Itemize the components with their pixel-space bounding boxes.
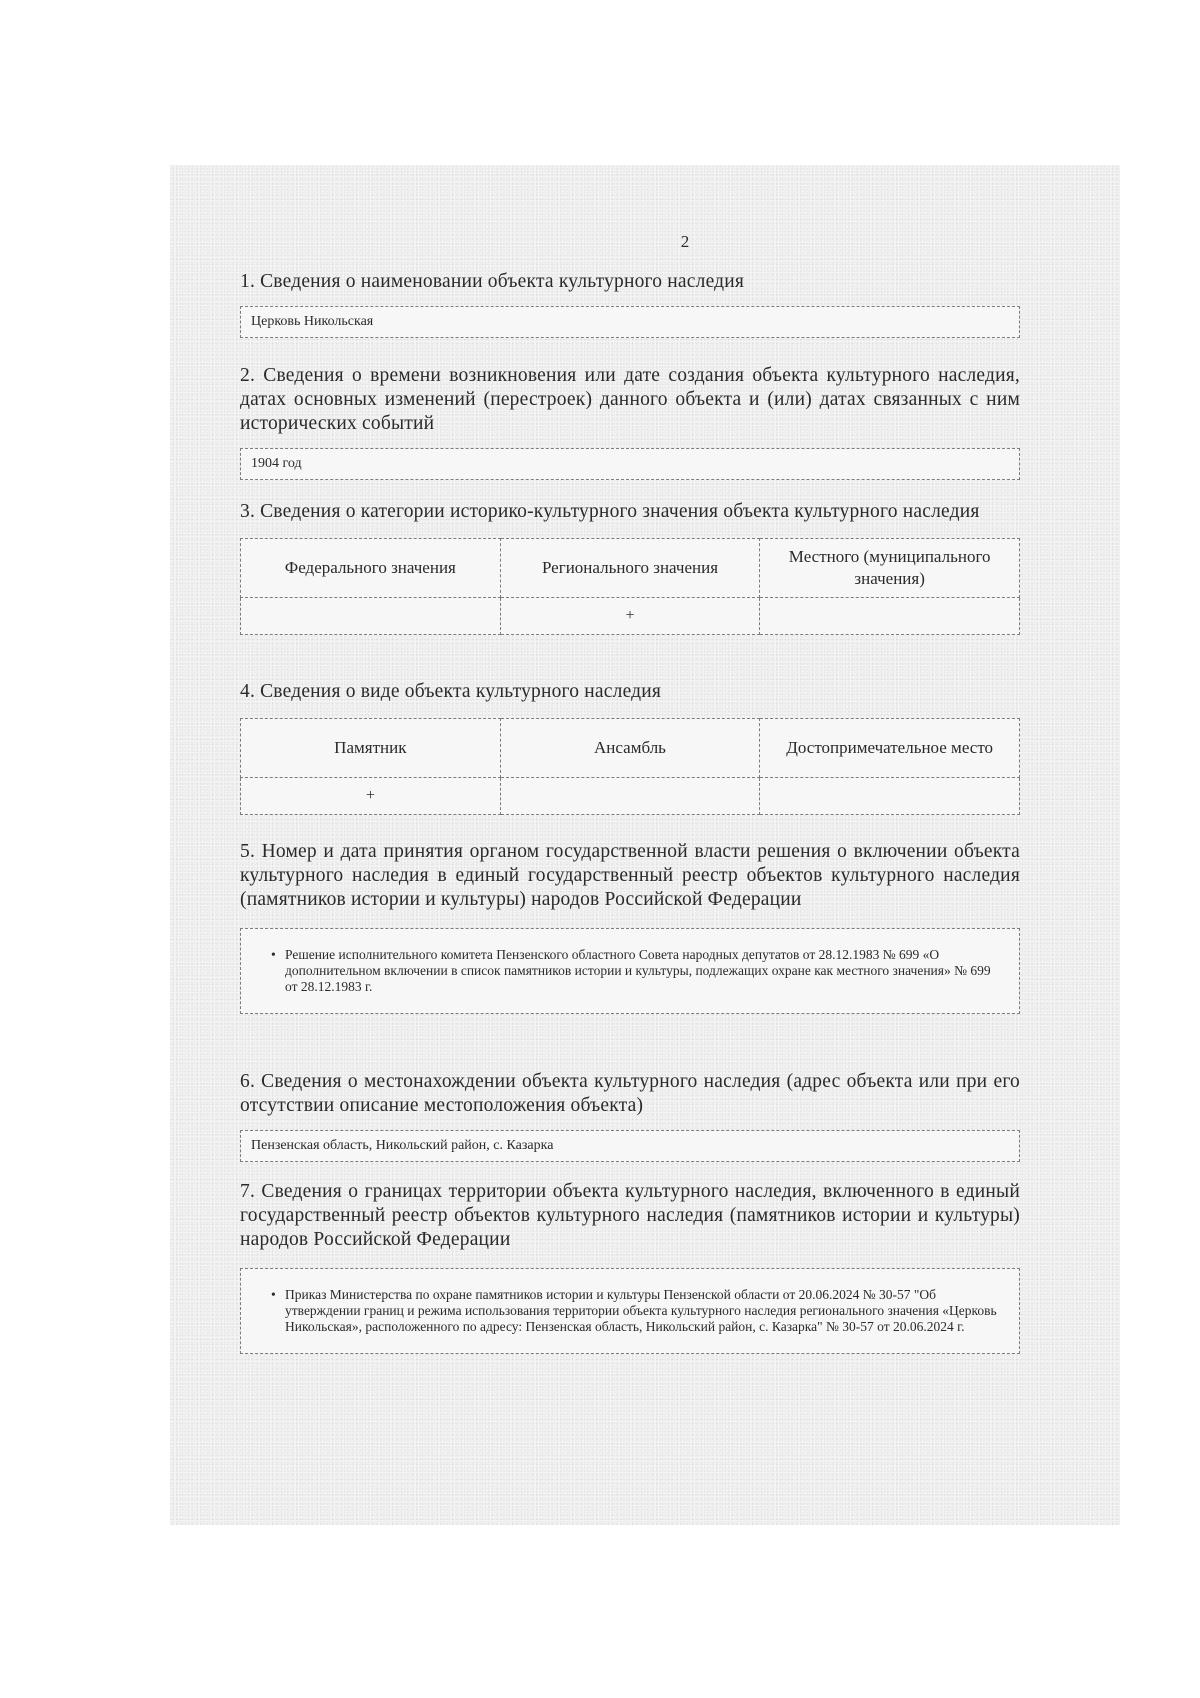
- section-type: [240, 680, 1020, 815]
- table-cell: [500, 778, 760, 815]
- object-name-field: Церковь Никольская: [240, 306, 1020, 338]
- table-cell: [241, 598, 501, 635]
- table-header-cell: Достопримечательное место: [760, 719, 1020, 778]
- table-header-cell: Ансамбль: [500, 719, 760, 778]
- type-table: [240, 718, 1020, 815]
- table-header-cell: Федерального значения: [241, 539, 501, 598]
- table-cell: +: [500, 598, 760, 635]
- table-cell: [760, 778, 1020, 815]
- section-heading: 2. Сведения о времени возникновения или дате создания объекта культурного наследия, датах основных изменений (перестроек) данного объекта и (или) датах связанных с ним исторических событий: [240, 365, 1020, 434]
- table-header-row: [241, 719, 1020, 778]
- list-item: • Решение исполнительного комитета Пензенского областного Совета народных депутатов от 28.12.1983 № 699 «О дополнительном включении в список памятников истории и культуры, подлежащих охране как местного значения» № 699 от 28.12.1983 г.: [285, 947, 1003, 995]
- table-header-cell: Памятник: [241, 719, 501, 778]
- section-location: [240, 1070, 1020, 1162]
- address-field: Пензенская область, Никольский район, с. Казарка: [240, 1130, 1020, 1162]
- section-heading: 1. Сведения о наименовании объекта культурного наследия: [240, 271, 745, 292]
- section-heading: 4. Сведения о виде объекта культурного наследия: [240, 681, 662, 702]
- table-cell: +: [241, 778, 501, 815]
- section-heading: 3. Сведения о категории историко-культурного значения объекта культурного наследия: [240, 501, 980, 522]
- section-registry-decision: [240, 840, 1020, 1014]
- table-cell: [760, 598, 1020, 635]
- table-row: [241, 598, 1020, 635]
- section-heading: 6. Сведения о местонахождении объекта культурного наследия (адрес объекта или при его отсутствии описание местоположения объекта): [240, 1071, 1020, 1116]
- territory-order-list: [240, 1268, 1020, 1354]
- section-date: [240, 364, 1020, 480]
- table-header-cell: Регионального значения: [500, 539, 760, 598]
- table-header-row: [241, 539, 1020, 598]
- section-territory: [240, 1180, 1020, 1354]
- section-heading: 5. Номер и дата принятия органом государственной власти решения о включении объекта культурного наследия в единый государственный реестр объектов культурного наследия (памятников истории и культуры) народов Российской Федерации: [240, 841, 1020, 910]
- section-category: [240, 500, 1020, 635]
- table-header-cell: Местного (муниципального значения): [760, 539, 1020, 598]
- section-name: [240, 270, 1020, 338]
- page-number: 2: [680, 232, 690, 251]
- decision-list: [240, 928, 1020, 1014]
- section-heading: 7. Сведения о границах территории объекта культурного наследия, включенного в единый государственный реестр объектов культурного наследия (памятников истории и культуры) народов Российской Федерации: [240, 1181, 1020, 1250]
- list-item: • Приказ Министерства по охране памятников истории и культуры Пензенской области от 20.06.2024 № 30-57 "Об утверждении границ и режима использования территории объекта культурного наследия регионального значения «Церковь Никольская», расположенного по адресу: Пензенская область, Никольский район, с. Казарка" № 30-57 от 20.06.2024 г.: [285, 1287, 1003, 1335]
- creation-date-field: 1904 год: [240, 448, 1020, 480]
- table-row: [241, 778, 1020, 815]
- category-table: [240, 538, 1020, 635]
